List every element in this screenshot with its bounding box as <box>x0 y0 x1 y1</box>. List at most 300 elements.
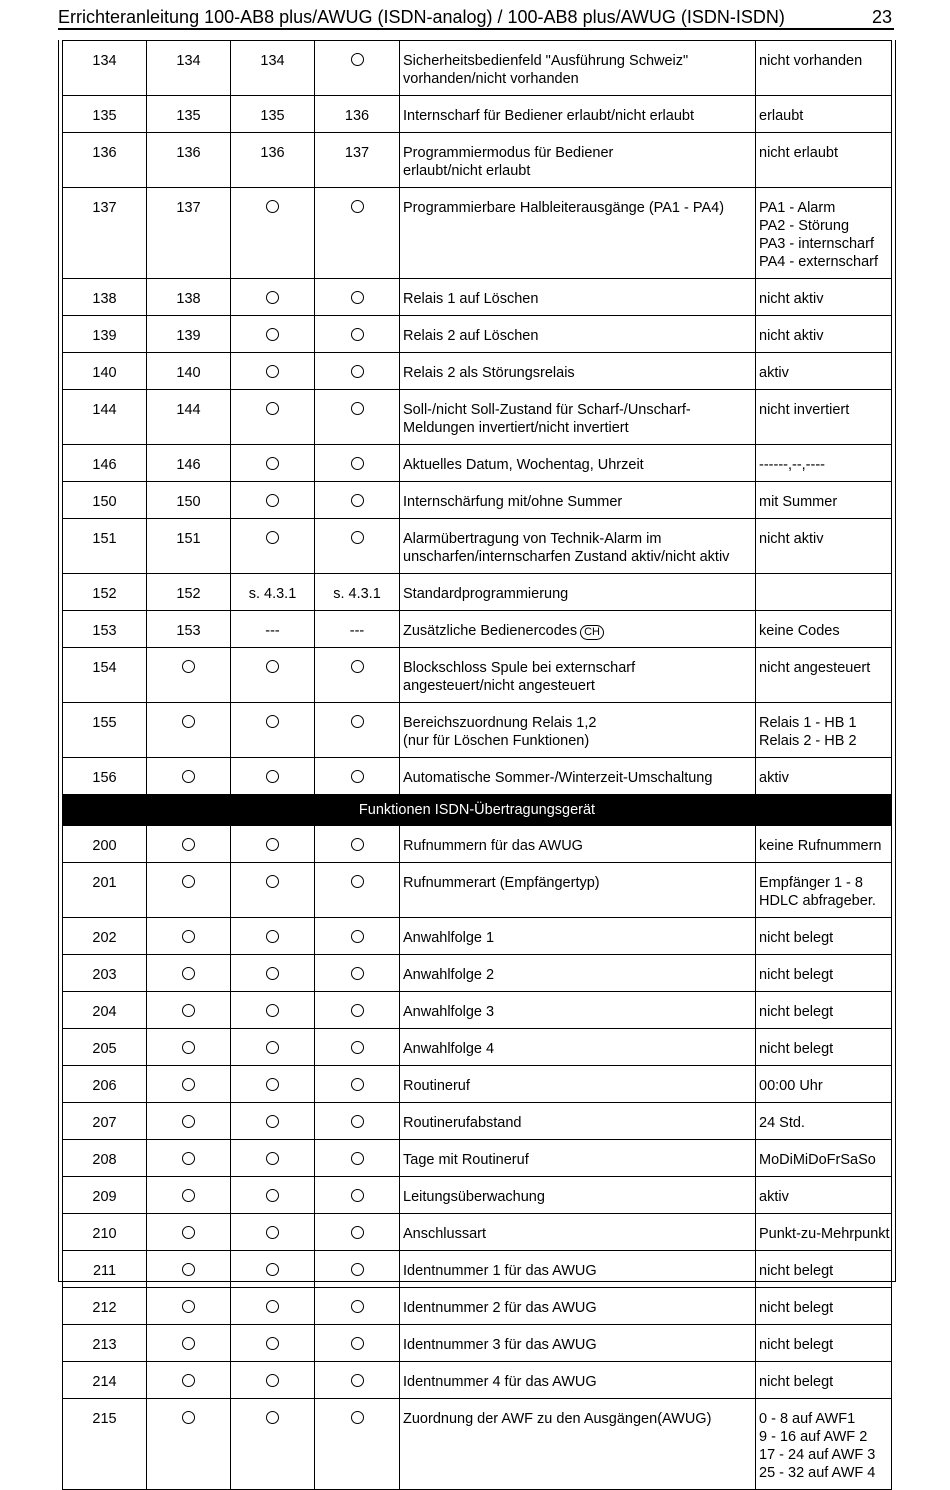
circle-icon <box>182 930 195 943</box>
address-cell: 156 <box>63 758 147 795</box>
open-circle-icon <box>315 1177 400 1214</box>
circle-icon <box>266 1004 279 1017</box>
default-value-line: nicht belegt <box>759 1300 834 1316</box>
description-line: Relais 2 als Störungsrelais <box>403 365 575 381</box>
open-circle-icon <box>231 955 315 992</box>
description-line: Blockschloss Spule bei externscharf <box>403 660 636 676</box>
default-value-cell <box>756 1251 892 1288</box>
default-value-line: nicht belegt <box>759 1374 834 1390</box>
description-cell <box>400 1029 756 1066</box>
open-circle-icon <box>315 1325 400 1362</box>
circle-icon <box>266 715 279 728</box>
open-circle-icon <box>315 279 400 316</box>
description-line: Identnummer 4 für das AWUG <box>403 1374 597 1390</box>
address-cell: 136 <box>231 133 315 188</box>
address-cell: 144 <box>147 390 231 445</box>
description-cell <box>400 316 756 353</box>
address-cell: 152 <box>147 574 231 611</box>
open-circle-icon <box>315 188 400 279</box>
description-line: Routinerufabstand <box>403 1115 522 1131</box>
address-cell: s. 4.3.1 <box>231 574 315 611</box>
description-cell <box>400 188 756 279</box>
table-row <box>63 316 892 353</box>
default-value-line: nicht aktiv <box>759 531 824 547</box>
circle-icon <box>266 1226 279 1239</box>
table-row <box>63 41 892 96</box>
circle-icon <box>351 1041 364 1054</box>
description-cell <box>400 133 756 188</box>
address-cell: 135 <box>147 96 231 133</box>
circle-icon <box>351 1300 364 1313</box>
open-circle-icon <box>231 1288 315 1325</box>
circle-icon <box>351 53 364 66</box>
circle-icon <box>266 1300 279 1313</box>
open-circle-icon <box>147 703 231 758</box>
description-line: Zuordnung der AWF zu den Ausgängen(AWUG) <box>403 1411 712 1427</box>
description-cell <box>400 863 756 918</box>
description-cell <box>400 41 756 96</box>
address-cell: --- <box>231 611 315 648</box>
default-value-line: MoDiMiDoFrSaSo <box>759 1152 876 1168</box>
open-circle-icon <box>315 1251 400 1288</box>
circle-icon <box>182 1374 195 1387</box>
address-cell: 150 <box>63 482 147 519</box>
default-value-cell <box>756 1177 892 1214</box>
circle-icon <box>266 494 279 507</box>
description-cell <box>400 1103 756 1140</box>
circle-icon <box>182 1189 195 1202</box>
default-value-line: 9 - 16 auf AWF 2 <box>759 1429 868 1445</box>
table-body <box>63 41 892 1490</box>
description-line: Aktuelles Datum, Wochentag, Uhrzeit <box>403 457 644 473</box>
default-value-line: 24 Std. <box>759 1115 805 1131</box>
description-cell <box>400 279 756 316</box>
circle-icon <box>351 1374 364 1387</box>
default-value-cell <box>756 519 892 574</box>
parameter-table <box>62 40 892 1490</box>
circle-icon <box>266 1374 279 1387</box>
circle-icon <box>266 328 279 341</box>
address-cell: 144 <box>63 390 147 445</box>
open-circle-icon <box>147 992 231 1029</box>
circle-icon <box>266 457 279 470</box>
default-value-cell <box>756 826 892 863</box>
address-cell: 153 <box>147 611 231 648</box>
default-value-line: PA2 - Störung <box>759 218 850 234</box>
open-circle-icon <box>315 445 400 482</box>
address-cell: 209 <box>63 1177 147 1214</box>
default-value-cell <box>756 1029 892 1066</box>
open-circle-icon <box>231 1103 315 1140</box>
default-value-line: mit Summer <box>759 494 838 510</box>
circle-icon <box>351 770 364 783</box>
description-line: Alarmübertragung von Technik-Alarm im <box>403 531 662 547</box>
circle-icon <box>182 1115 195 1128</box>
open-circle-icon <box>315 1103 400 1140</box>
open-circle-icon <box>231 918 315 955</box>
open-circle-icon <box>147 1325 231 1362</box>
description-cell <box>400 992 756 1029</box>
circle-icon <box>351 402 364 415</box>
address-cell: 136 <box>63 133 147 188</box>
description-cell <box>400 1362 756 1399</box>
open-circle-icon <box>231 703 315 758</box>
document-title: Errichteranleitung 100-AB8 plus/AWUG (ISDN-analog) / 100-AB8 plus/AWUG (ISDN-ISDN) <box>58 7 785 27</box>
default-value-line: Punkt-zu-Mehrpunkt <box>759 1226 890 1242</box>
table-row <box>63 445 892 482</box>
circle-icon <box>351 660 364 673</box>
default-value-cell <box>756 703 892 758</box>
open-circle-icon <box>231 188 315 279</box>
address-cell: 137 <box>63 188 147 279</box>
default-value-line: ------,--,---- <box>759 457 826 473</box>
circle-icon <box>351 1337 364 1350</box>
open-circle-icon <box>231 648 315 703</box>
default-value-cell <box>756 279 892 316</box>
page-header <box>58 6 894 30</box>
open-circle-icon <box>231 1362 315 1399</box>
open-circle-icon <box>315 758 400 795</box>
open-circle-icon <box>231 482 315 519</box>
address-cell: 151 <box>63 519 147 574</box>
description-line: erlaubt/nicht erlaubt <box>403 163 531 179</box>
description-line: Identnummer 1 für das AWUG <box>403 1263 597 1279</box>
description-line: Internschärfung mit/ohne Summer <box>403 494 623 510</box>
open-circle-icon <box>315 826 400 863</box>
address-cell: 207 <box>63 1103 147 1140</box>
description-cell <box>400 1288 756 1325</box>
address-cell: 154 <box>63 648 147 703</box>
default-value-line: nicht belegt <box>759 930 834 946</box>
circle-icon <box>351 365 364 378</box>
default-value-line: nicht erlaubt <box>759 145 838 161</box>
circle-icon <box>182 770 195 783</box>
circle-icon <box>182 1041 195 1054</box>
table-row <box>63 390 892 445</box>
open-circle-icon <box>231 1251 315 1288</box>
description-cell <box>400 1177 756 1214</box>
description-line: Anschlussart <box>403 1226 487 1242</box>
circle-icon <box>351 457 364 470</box>
table-row <box>63 1029 892 1066</box>
open-circle-icon <box>231 390 315 445</box>
circle-icon <box>351 1152 364 1165</box>
description-cell <box>400 482 756 519</box>
circle-icon <box>266 875 279 888</box>
open-circle-icon <box>147 1251 231 1288</box>
default-value-cell <box>756 1066 892 1103</box>
address-cell: 138 <box>147 279 231 316</box>
table-row <box>63 703 892 758</box>
address-cell: 150 <box>147 482 231 519</box>
circle-icon <box>351 291 364 304</box>
open-circle-icon <box>315 1214 400 1251</box>
description-line: Anwahlfolge 4 <box>403 1041 495 1057</box>
description-line: Leitungsüberwachung <box>403 1189 545 1205</box>
address-cell: 214 <box>63 1362 147 1399</box>
default-value-line: nicht aktiv <box>759 328 824 344</box>
address-cell: 201 <box>63 863 147 918</box>
table-row <box>63 1362 892 1399</box>
table-row <box>63 353 892 390</box>
description-line: Relais 1 auf Löschen <box>403 291 539 307</box>
open-circle-icon <box>315 390 400 445</box>
description-cell <box>400 1066 756 1103</box>
table-frame <box>58 40 896 1481</box>
default-value-cell <box>756 611 892 648</box>
address-cell: 139 <box>147 316 231 353</box>
circle-icon <box>351 1189 364 1202</box>
circle-icon <box>266 1041 279 1054</box>
circle-icon <box>182 1337 195 1350</box>
default-value-line: keine Codes <box>759 623 840 639</box>
open-circle-icon <box>147 1029 231 1066</box>
open-circle-icon <box>231 1066 315 1103</box>
open-circle-icon <box>315 863 400 918</box>
description-cell <box>400 758 756 795</box>
address-cell: 137 <box>147 188 231 279</box>
open-circle-icon <box>315 955 400 992</box>
description-line: Sicherheitsbedienfeld "Ausführung Schweiz" <box>403 53 689 69</box>
default-value-line: 17 - 24 auf AWF 3 <box>759 1447 876 1463</box>
address-cell: 151 <box>147 519 231 574</box>
open-circle-icon <box>315 648 400 703</box>
description-line: Soll-/nicht Soll-Zustand für Scharf-/Unscharf- <box>403 402 691 418</box>
description-line: Anwahlfolge 1 <box>403 930 495 946</box>
page-number: 23 <box>871 7 892 27</box>
default-value-cell <box>756 1288 892 1325</box>
circle-icon <box>351 1004 364 1017</box>
default-value-line: PA4 - externscharf <box>759 254 879 270</box>
circle-icon <box>351 1411 364 1424</box>
open-circle-icon <box>147 1103 231 1140</box>
description-cell <box>400 353 756 390</box>
default-value-line: PA1 - Alarm <box>759 200 836 216</box>
address-cell: 136 <box>147 133 231 188</box>
open-circle-icon <box>315 482 400 519</box>
address-cell: s. 4.3.1 <box>315 574 400 611</box>
open-circle-icon <box>315 992 400 1029</box>
default-value-cell <box>756 482 892 519</box>
description-line: Identnummer 2 für das AWUG <box>403 1300 597 1316</box>
open-circle-icon <box>231 826 315 863</box>
address-cell: 208 <box>63 1140 147 1177</box>
description-line: Programmiermodus für Bediener <box>403 145 614 161</box>
circle-icon <box>351 494 364 507</box>
default-value-cell <box>756 955 892 992</box>
default-value-line: nicht invertiert <box>759 402 850 418</box>
open-circle-icon <box>315 41 400 96</box>
circle-icon <box>351 930 364 943</box>
address-cell: 138 <box>63 279 147 316</box>
address-cell: --- <box>315 611 400 648</box>
description-cell <box>400 1325 756 1362</box>
description-line: Programmierbare Halbleiterausgänge (PA1 - PA4) <box>403 200 725 216</box>
circle-icon <box>266 770 279 783</box>
circle-icon <box>182 715 195 728</box>
description-cell <box>400 955 756 992</box>
circle-icon <box>266 930 279 943</box>
description-cell <box>400 1140 756 1177</box>
open-circle-icon <box>315 1362 400 1399</box>
table-row <box>63 648 892 703</box>
circle-icon <box>351 531 364 544</box>
default-value-line: nicht vorhanden <box>759 53 863 69</box>
circle-icon <box>266 200 279 213</box>
default-value-cell <box>756 1140 892 1177</box>
default-value-line: HDLC abfrageber. <box>759 893 876 909</box>
circle-icon <box>351 715 364 728</box>
description-cell <box>400 703 756 758</box>
default-value-line: erlaubt <box>759 108 804 124</box>
open-circle-icon <box>315 1066 400 1103</box>
description-cell <box>400 1214 756 1251</box>
default-value-line: aktiv <box>759 365 789 381</box>
address-cell: 155 <box>63 703 147 758</box>
circle-icon <box>182 1226 195 1239</box>
description-cell <box>400 96 756 133</box>
circle-icon <box>182 967 195 980</box>
circle-icon <box>182 875 195 888</box>
description-cell <box>400 390 756 445</box>
table-row <box>63 96 892 133</box>
open-circle-icon <box>231 353 315 390</box>
default-value-cell <box>756 96 892 133</box>
circle-icon <box>351 875 364 888</box>
circle-icon <box>351 967 364 980</box>
address-cell: 203 <box>63 955 147 992</box>
table-row <box>63 519 892 574</box>
circle-icon <box>266 531 279 544</box>
address-cell: 215 <box>63 1399 147 1490</box>
address-cell: 204 <box>63 992 147 1029</box>
description-line: Meldungen invertiert/nicht invertiert <box>403 420 629 436</box>
description-cell <box>400 918 756 955</box>
description-line: Zusätzliche Bedienercodes CH <box>403 622 752 640</box>
description-cell <box>400 574 756 611</box>
description-line: Rufnummern für das AWUG <box>403 838 583 854</box>
default-value-line: nicht belegt <box>759 967 834 983</box>
open-circle-icon <box>147 648 231 703</box>
address-cell: 146 <box>147 445 231 482</box>
open-circle-icon <box>147 1399 231 1490</box>
default-value-line: aktiv <box>759 1189 789 1205</box>
default-value-cell <box>756 1325 892 1362</box>
default-value-line: nicht angesteuert <box>759 660 871 676</box>
circle-icon <box>266 1337 279 1350</box>
open-circle-icon <box>147 1214 231 1251</box>
address-cell: 137 <box>315 133 400 188</box>
circle-icon <box>182 838 195 851</box>
address-cell: 211 <box>63 1251 147 1288</box>
table-row <box>63 1214 892 1251</box>
open-circle-icon <box>147 1362 231 1399</box>
open-circle-icon <box>231 316 315 353</box>
open-circle-icon <box>315 1029 400 1066</box>
open-circle-icon <box>231 1140 315 1177</box>
address-cell: 205 <box>63 1029 147 1066</box>
circle-icon <box>182 1300 195 1313</box>
address-cell: 140 <box>147 353 231 390</box>
circle-icon <box>182 1411 195 1424</box>
circle-icon <box>182 1078 195 1091</box>
table-row <box>63 955 892 992</box>
open-circle-icon <box>315 353 400 390</box>
open-circle-icon <box>147 955 231 992</box>
description-cell <box>400 611 756 648</box>
circle-icon <box>351 328 364 341</box>
default-value-line: 00:00 Uhr <box>759 1078 823 1094</box>
default-value-line: Relais 2 - HB 2 <box>759 733 857 749</box>
open-circle-icon <box>231 1399 315 1490</box>
description-line: unscharfen/internscharfen Zustand aktiv/nicht aktiv <box>403 549 730 565</box>
default-value-cell <box>756 1399 892 1490</box>
table-row <box>63 574 892 611</box>
table-row <box>63 1251 892 1288</box>
circle-icon <box>351 200 364 213</box>
default-value-cell <box>756 758 892 795</box>
default-value-line: PA3 - internscharf <box>759 236 874 252</box>
open-circle-icon <box>231 1177 315 1214</box>
table-row <box>63 482 892 519</box>
circle-icon <box>351 1263 364 1276</box>
description-line: Relais 2 auf Löschen <box>403 328 539 344</box>
table-row <box>63 611 892 648</box>
default-value-cell <box>756 133 892 188</box>
description-line: Standardprogrammierung <box>403 586 569 602</box>
open-circle-icon <box>231 1029 315 1066</box>
address-cell: 139 <box>63 316 147 353</box>
circle-icon <box>266 291 279 304</box>
description-line: Internscharf für Bediener erlaubt/nicht erlaubt <box>403 108 694 124</box>
default-value-line: 25 - 32 auf AWF 4 <box>759 1465 876 1481</box>
default-value-cell <box>756 353 892 390</box>
table-row <box>63 1140 892 1177</box>
default-value-line: nicht belegt <box>759 1004 834 1020</box>
description-line: Anwahlfolge 3 <box>403 1004 495 1020</box>
circle-icon <box>351 1078 364 1091</box>
description-cell <box>400 1251 756 1288</box>
circle-icon <box>266 1263 279 1276</box>
table-row <box>63 1399 892 1490</box>
address-cell: 213 <box>63 1325 147 1362</box>
default-value-line: nicht belegt <box>759 1041 834 1057</box>
circle-icon <box>351 1226 364 1239</box>
description-cell <box>400 826 756 863</box>
open-circle-icon <box>147 918 231 955</box>
table-row <box>63 188 892 279</box>
default-value-line: nicht belegt <box>759 1263 834 1279</box>
default-value-cell <box>756 918 892 955</box>
table-row <box>63 1066 892 1103</box>
address-cell: 212 <box>63 1288 147 1325</box>
circle-icon <box>266 838 279 851</box>
open-circle-icon <box>231 758 315 795</box>
circle-icon <box>182 660 195 673</box>
default-value-cell <box>756 1103 892 1140</box>
default-value-cell <box>756 316 892 353</box>
circle-icon <box>266 402 279 415</box>
open-circle-icon <box>147 1288 231 1325</box>
description-line: angesteuert/nicht angesteuert <box>403 678 595 694</box>
table-row <box>63 1177 892 1214</box>
open-circle-icon <box>315 703 400 758</box>
circle-icon <box>182 1152 195 1165</box>
description-line: (nur für Löschen Funktionen) <box>403 733 590 749</box>
description-line: Bereichszuordnung Relais 1,2 <box>403 715 597 731</box>
open-circle-icon <box>231 1325 315 1362</box>
open-circle-icon <box>147 758 231 795</box>
